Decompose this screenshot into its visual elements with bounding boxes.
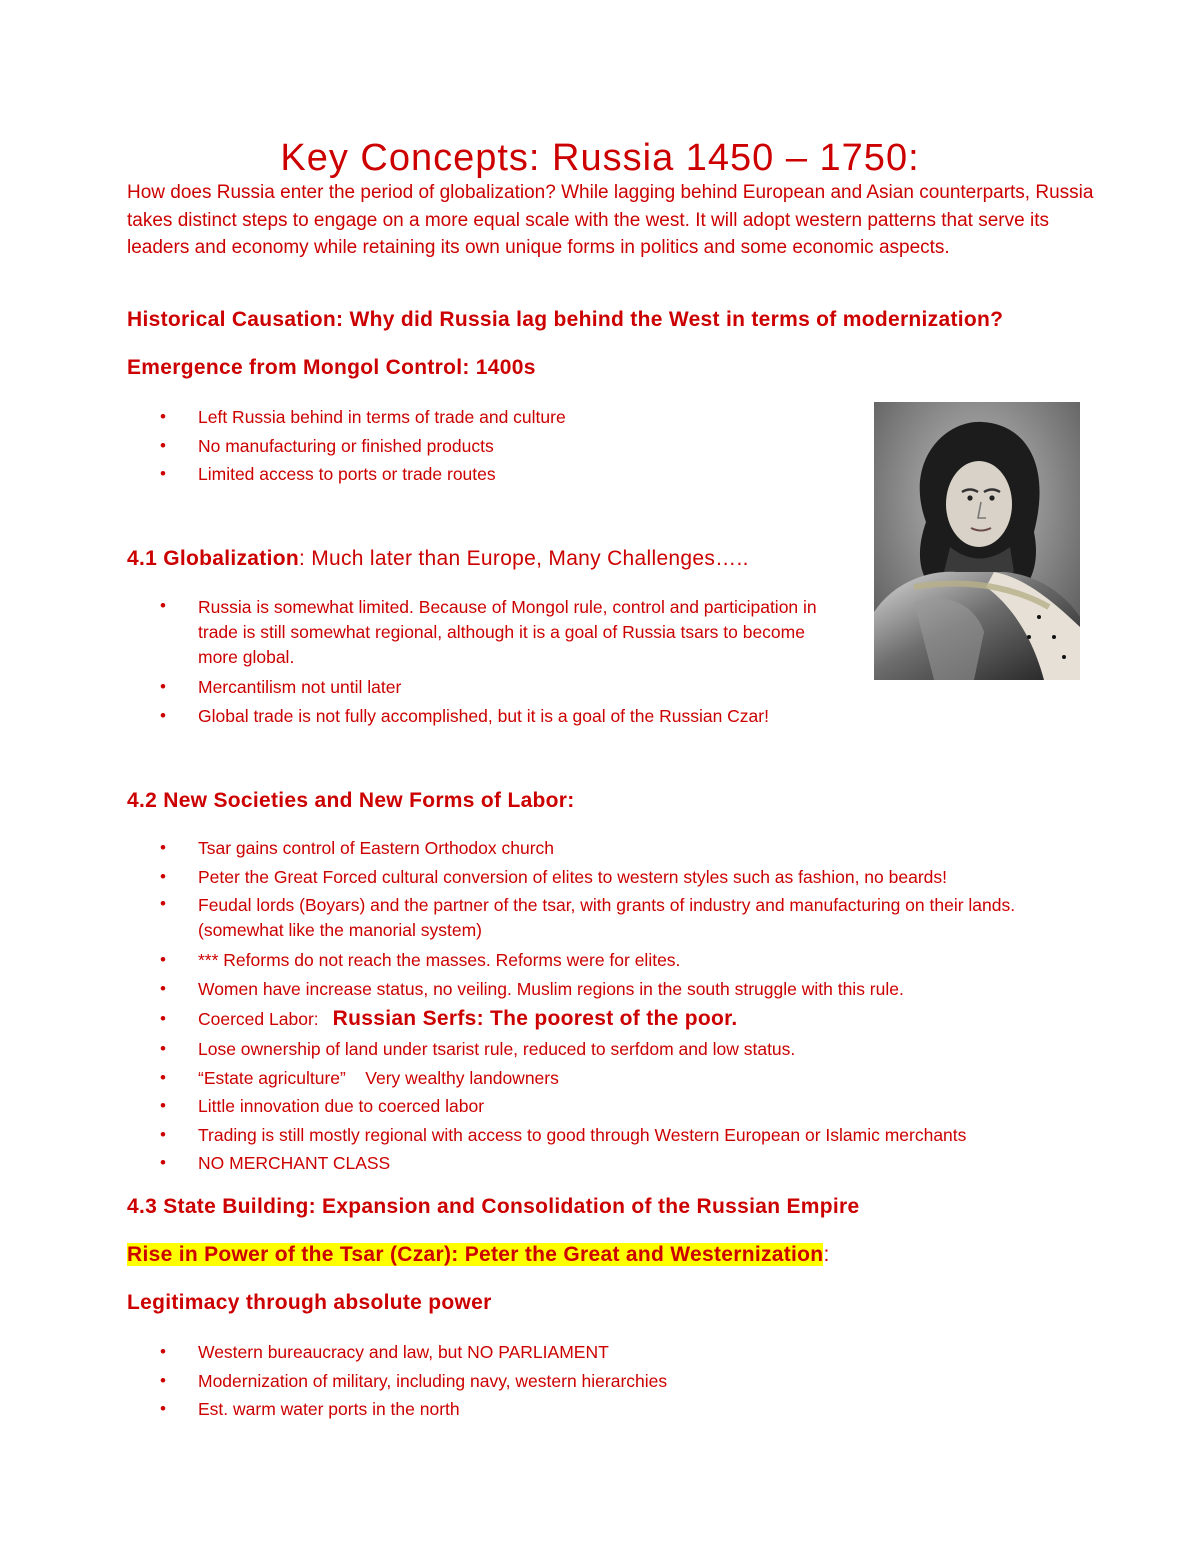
bullet-icon: • (160, 838, 166, 857)
bullet-icon: • (160, 978, 166, 998)
bullet-icon: • (160, 1153, 166, 1172)
list-item: • Global trade is not fully accomplished, but it is a goal of the Russian Czar! (127, 702, 847, 731)
bullet-icon: • (160, 894, 166, 913)
section-4-2-heading: 4.2 New Societies and New Forms of Labor: (127, 789, 575, 812)
section-4-3-heading: 4.3 State Building: Expansion and Consolidation of the Russian Empire (127, 1195, 860, 1218)
list-item: • *** Reforms do not reach the masses. Reforms were for elites. (127, 946, 1087, 975)
section-4-2-list (127, 834, 1087, 1178)
mongol-heading: Emergence from Mongol Control: 1400s (127, 356, 536, 379)
list-item: • Western bureaucracy and law, but NO PARLIAMENT (127, 1338, 1087, 1367)
mongol-list (127, 403, 847, 489)
bullet-icon: • (160, 1124, 166, 1144)
bullet-icon: • (160, 435, 166, 455)
list-item: • No manufacturing or finished products (127, 432, 847, 461)
bullet-icon: • (160, 1370, 166, 1390)
bullet-icon: • (160, 1399, 166, 1418)
peter-the-great-portrait (874, 402, 1080, 680)
bullet-icon: • (160, 1342, 166, 1361)
list-item: • Lose ownership of land under tsarist rule, reduced to serfdom and low status. (127, 1035, 1087, 1064)
list-item: • “Estate agriculture” Very wealthy landowners (127, 1064, 1087, 1093)
page-title: Key Concepts: Russia 1450 – 1750: (280, 137, 920, 180)
list-item: • Est. warm water ports in the north (127, 1395, 1087, 1424)
section-4-1-heading: 4.1 Globalization: Much later than Europe, Many Challenges….. (127, 547, 749, 570)
list-item: • Women have increase status, no veiling. Muslim regions in the south struggle with this rule. (127, 975, 1087, 1004)
list-item: • Peter the Great Forced cultural conversion of elites to western styles such as fashion, no beards! (127, 863, 1087, 892)
list-item: • Feudal lords (Boyars) and the partner of the tsar, with grants of industry and manufacturing on their lands. (somewhat like the manorial system) (127, 891, 1087, 946)
bullet-icon: • (160, 1096, 166, 1115)
list-item: • NO MERCHANT CLASS (127, 1149, 1087, 1178)
bullet-icon: • (160, 677, 166, 696)
bullet-icon: • (160, 866, 166, 886)
bullet-icon: • (160, 407, 166, 426)
list-item: • Left Russia behind in terms of trade and culture (127, 403, 847, 432)
bullet-icon: • (160, 1039, 166, 1058)
intro-paragraph: How does Russia enter the period of globalization? While lagging behind European and Asian counterparts, Russia takes distinct steps to engage on a more equal scale with the west. It will adopt western patterns that serve its leaders and economy while retaining its own unique forms in politics and some economic aspects. (127, 182, 1094, 258)
bullet-icon: • (160, 464, 166, 483)
section-4-1-list (127, 593, 847, 730)
section-4-3-list (127, 1338, 1087, 1424)
bullet-icon: • (160, 1009, 166, 1028)
legitimacy-heading: Legitimacy through absolute power (127, 1291, 492, 1314)
rise-in-power-heading: Rise in Power of the Tsar (Czar): Peter the Great and Westernization: (127, 1243, 830, 1266)
bullet-icon: • (160, 1067, 166, 1087)
list-item: • Limited access to ports or trade routes (127, 460, 847, 489)
bullet-icon: • (160, 596, 166, 615)
list-item: • Trading is still mostly regional with access to good through Western European or Islamic merchants (127, 1121, 1087, 1150)
list-item: • Modernization of military, including navy, western hierarchies (127, 1367, 1087, 1396)
list-item: • Little innovation due to coerced labor (127, 1092, 1087, 1121)
list-item-coerced-labor: • Coerced Labor: Russian Serfs: The poorest of the poor. (127, 1003, 1087, 1035)
list-item: • Mercantilism not until later (127, 673, 847, 702)
list-item: • Russia is somewhat limited. Because of Mongol rule, control and participation in trade is still somewhat regional, although it is a goal of Russia tsars to become more global. (127, 593, 847, 673)
historical-causation-heading: Historical Causation: Why did Russia lag behind the West in terms of modernization? (127, 308, 1004, 331)
bullet-icon: • (160, 705, 166, 725)
bullet-icon: • (160, 950, 166, 969)
list-item: • Tsar gains control of Eastern Orthodox church (127, 834, 1087, 863)
